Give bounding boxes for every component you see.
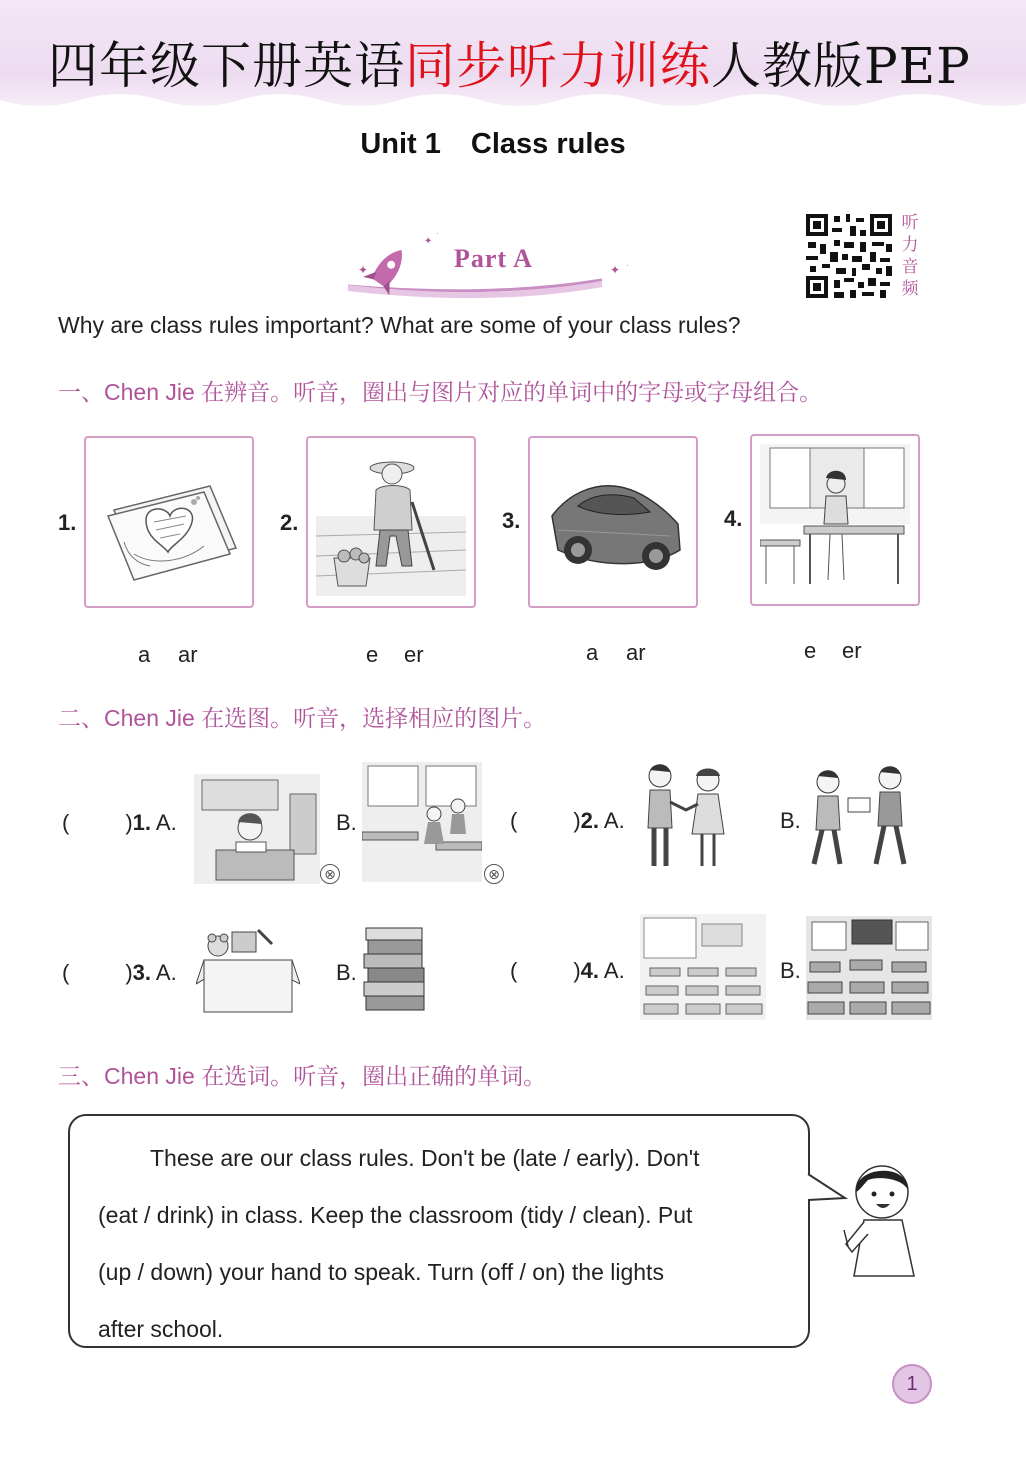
s2-item1-option-b[interactable]: B. xyxy=(336,810,357,835)
s2-item3-answer-blank[interactable]: ( )3. A. xyxy=(62,960,177,985)
car-icon xyxy=(538,446,688,596)
s1-item1-picture xyxy=(84,436,254,608)
s2-item2-answer-blank[interactable]: ( )2. A. xyxy=(510,808,625,833)
svg-text:✦: ✦ xyxy=(610,263,621,277)
s1-item1-option-b[interactable]: ar xyxy=(178,642,198,667)
intro-question: Why are class rules important? What are some of your class rules? xyxy=(58,312,741,338)
s1-item4-option-b[interactable]: er xyxy=(842,638,862,663)
s2-item1-answer-blank[interactable]: ( )1. A. xyxy=(62,810,177,835)
girl-cleaning-icon xyxy=(760,444,910,594)
s2-item2-option-b[interactable]: B. xyxy=(780,808,801,833)
classroom-girl-eating-icon[interactable] xyxy=(194,774,320,884)
kids-handshake-icon[interactable] xyxy=(640,762,732,872)
messy-classroom-icon[interactable] xyxy=(806,916,932,1020)
book-stack-icon[interactable] xyxy=(362,926,428,1012)
x-circle-icon: ⊗ xyxy=(484,864,504,884)
section1-heading: 一、Chen Jie 在辨音。听音，圈出与图片对应的单词中的字母或字母组合。 xyxy=(58,379,823,405)
s1-item3-number: 3. xyxy=(502,508,521,533)
unit-name: Class rules xyxy=(470,128,626,160)
s1-item2-number: 2. xyxy=(280,510,299,535)
tidy-classroom-icon[interactable] xyxy=(640,914,766,1020)
section2-heading: 二、Chen Jie 在选图。听音，选择相应的图片。 xyxy=(58,705,547,731)
part-label: Part A xyxy=(454,244,533,273)
s1-item4-picture xyxy=(750,434,920,606)
svg-text:·: · xyxy=(436,229,439,238)
svg-text:·: · xyxy=(626,261,629,270)
s1-item1-option-a[interactable]: a xyxy=(138,642,151,667)
s1-item3-option-b[interactable]: ar xyxy=(626,640,646,665)
qr-code-icon[interactable] xyxy=(804,212,894,300)
page-number: 1 xyxy=(892,1364,932,1404)
s1-item4-option-a[interactable]: e xyxy=(804,638,817,663)
speech-bubble xyxy=(68,1114,810,1348)
svg-text:✦: ✦ xyxy=(424,236,433,247)
qr-caption: 听 力 音 频 xyxy=(901,213,919,298)
s1-item2-option-a[interactable]: e xyxy=(366,642,379,667)
banner-title: 四年级下册英语同步听力训练人教版PEP xyxy=(48,37,971,95)
card-icon xyxy=(94,446,244,596)
unit-label: Unit 1 xyxy=(360,128,441,160)
s2-item4-answer-blank[interactable]: ( )4. A. xyxy=(510,958,625,983)
unit-title xyxy=(0,128,986,161)
girl-speaking-icon xyxy=(832,1156,928,1280)
part-header xyxy=(340,228,640,308)
farmer-icon xyxy=(316,446,466,596)
passage-line-2[interactable]: (eat / drink) in class. Keep the classroom (tidy / clean). Put xyxy=(98,1202,693,1228)
s2-item3-option-b[interactable]: B. xyxy=(336,960,357,985)
passage-line-3[interactable]: (up / down) your hand to speak. Turn (off / on) the lights xyxy=(98,1259,664,1285)
section3-heading: 三、Chen Jie 在选词。听音，圈出正确的单词。 xyxy=(58,1063,547,1089)
passage-line-1[interactable]: These are our class rules. Don't be (late / early). Don't xyxy=(150,1145,700,1171)
s1-item4-number: 4. xyxy=(724,506,743,531)
x-circle-icon: ⊗ xyxy=(320,864,340,884)
svg-text:✦: ✦ xyxy=(358,263,369,277)
s1-item2-picture xyxy=(306,436,476,608)
s1-item3-picture xyxy=(528,436,698,608)
s1-item3-option-a[interactable]: a xyxy=(586,640,599,665)
kids-pulling-icon[interactable] xyxy=(806,764,914,872)
s1-item2-option-b[interactable]: er xyxy=(404,642,424,667)
classroom-boys-running-icon[interactable] xyxy=(362,762,482,882)
toy-box-icon[interactable] xyxy=(196,924,300,1016)
passage xyxy=(98,1130,788,1358)
s1-item1-number: 1. xyxy=(58,510,77,535)
passage-line-4: after school. xyxy=(98,1316,224,1342)
s2-item4-option-b[interactable]: B. xyxy=(780,958,801,983)
